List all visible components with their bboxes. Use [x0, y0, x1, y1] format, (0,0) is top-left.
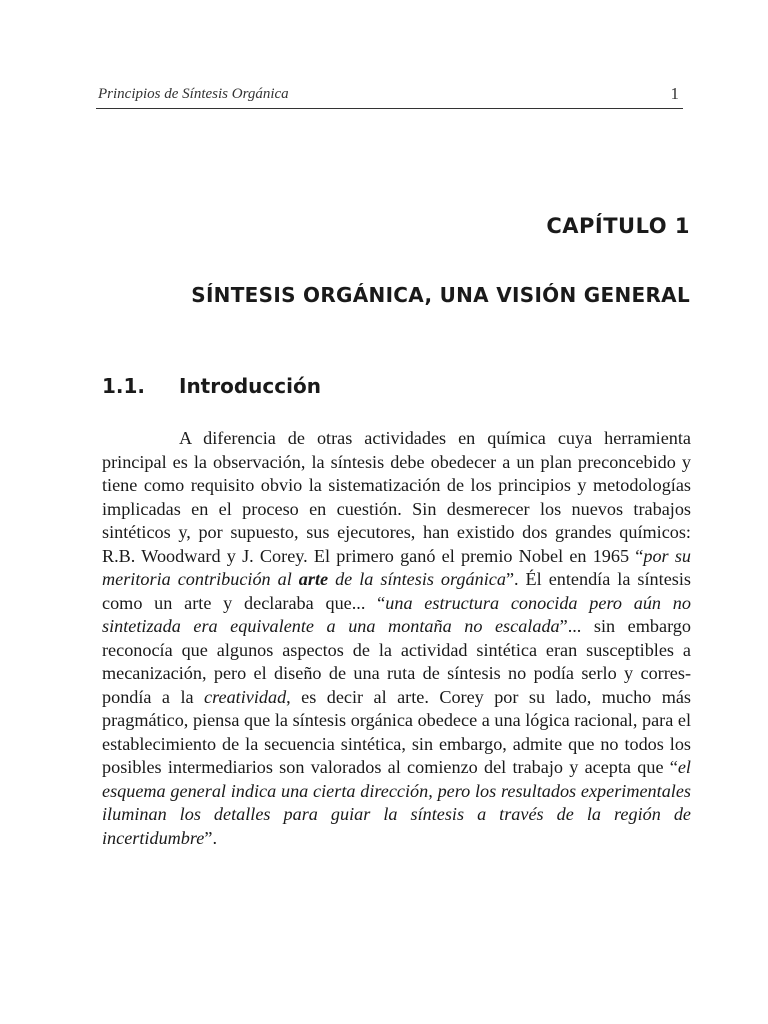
paragraph-text: ”... sin embargo reconocía que algunos aspectos de la actividad sintética eran susceptibles a mecanización, pero el diseño de una ruta de síntesis no podía serlo y correspondía a la — [102, 616, 691, 707]
emphasis-arte: arte — [298, 569, 329, 589]
chapter-label: CAPÍTULO 1 — [546, 214, 690, 238]
section-number: 1.1. — [102, 374, 146, 398]
section-heading — [102, 374, 321, 398]
running-title: Principios de Síntesis Orgánica — [98, 86, 289, 102]
paragraph-text: , es decir al arte. Corey por su lado, mucho más pragmático, piensa que la síntesis orgánica obedece a una lógica racional, para el establecimiento de la secuencia sintética, sin embargo, admite que no todos los posibles intermediarios son valorados al comienzo del trabajo y acepta que “ — [102, 686, 692, 777]
quote-text: de la síntesis orgánica — [328, 569, 506, 589]
running-header — [96, 84, 683, 109]
paragraph-text: ”. Él entendía la síntesis como un arte y declaraba que... “ — [102, 569, 691, 613]
quote-woodward-mountain: una estructura conocida pero aún no sintetizada era equivalente a una montaña no escalada — [102, 592, 691, 636]
quote-text: por su meritoria contribución al — [102, 545, 692, 589]
paragraph-text: A diferencia de otras actividades en química cuya herramienta principal es la observación, la síntesis debe obedecer a un plan preconcebido y tiene como requisito obvio la sistematización de los principios y metodologías implicadas en el proceso en cuestión. Sin desmerecer los nuevos trabajos sintéticos y, por supuesto, sus ejecutores, han existido dos grandes químicos: R.B. Woodward y J. Corey. El primero ganó el premio Nobel en 1965 “ — [102, 428, 691, 566]
quote-corey: el esquema general indica una cierta dirección, pero los resultados experimentales iluminan los detalles para guiar la síntesis a través de la región de incertidumbre — [102, 757, 691, 848]
paragraph-text: ”. — [204, 827, 217, 848]
emphasis-creatividad: creatividad — [204, 686, 287, 707]
chapter-title: SÍNTESIS ORGÁNICA, UNA VISIÓN GENERAL — [191, 283, 690, 307]
page-number: 1 — [670, 84, 679, 103]
section-title: Introducción — [179, 374, 321, 398]
body-paragraph — [102, 427, 691, 850]
